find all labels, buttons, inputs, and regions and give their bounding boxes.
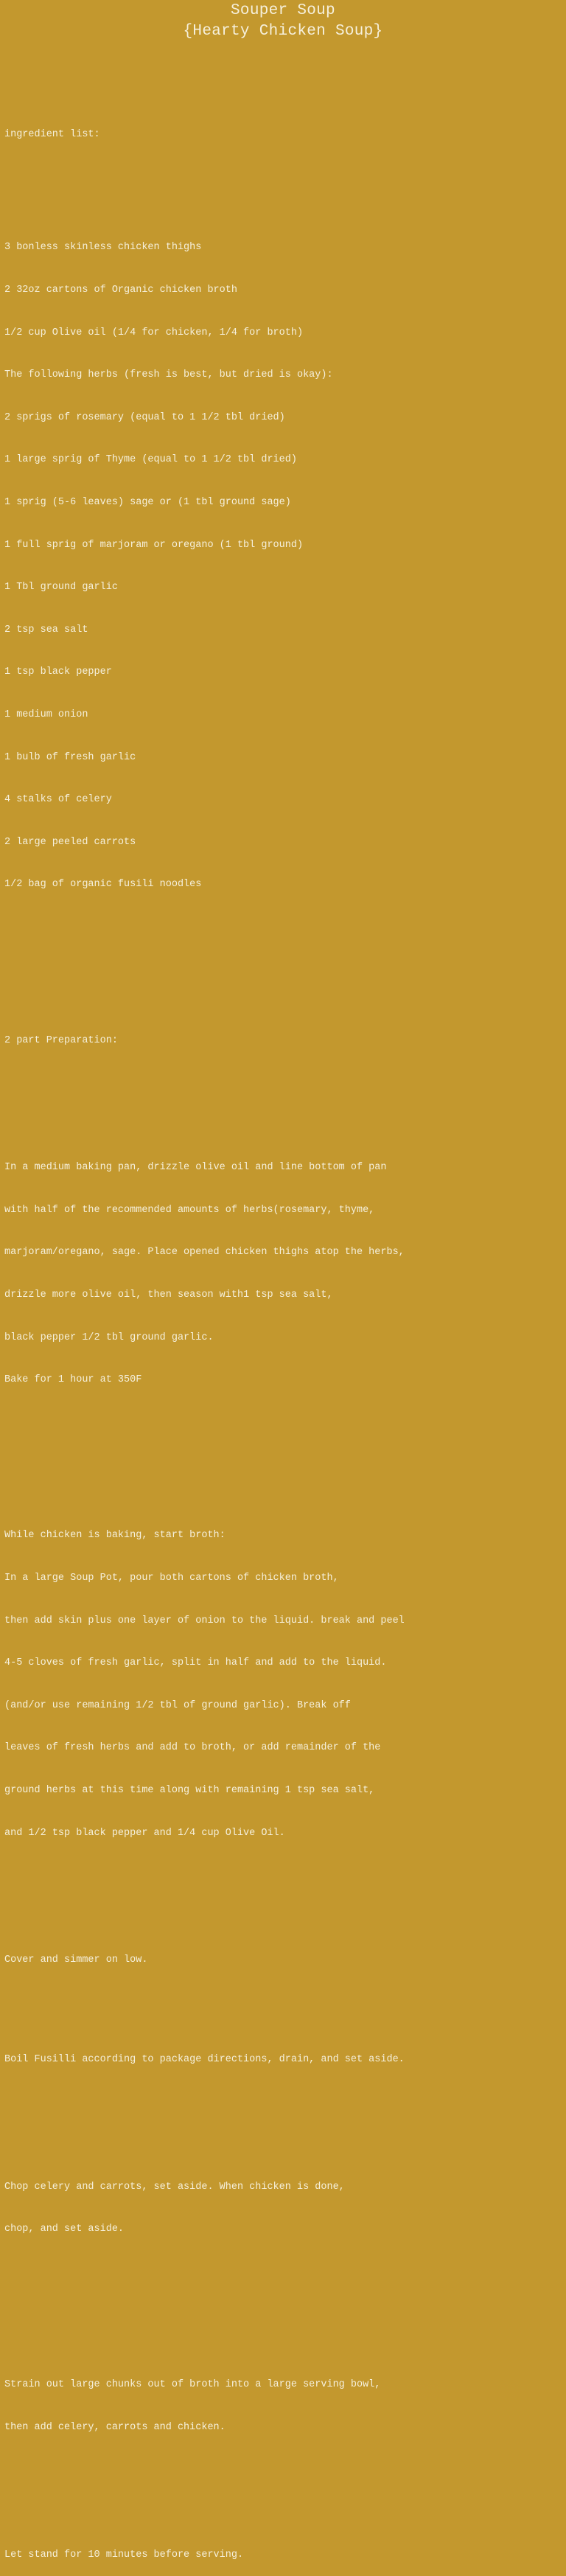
ingredient-item: 1 full sprig of marjoram or oregano (1 tbl ground) (4, 539, 304, 551)
ingredient-item: 2 sprigs of rosemary (equal to 1 1/2 tbl dried) (4, 411, 285, 423)
recipe-title: Souper Soup (231, 2, 335, 19)
prep-step-simmer: Cover and simmer on low. (4, 1954, 148, 1966)
prep-line: with half of the recommended amounts of herbs(rosemary, thyme, (4, 1204, 375, 1216)
prep-step-boil-fusilli: Boil Fusilli according to package directions, drain, and set aside. (4, 2053, 405, 2065)
prep-paragraph-chop (4, 2151, 562, 2265)
ingredient-item: 1/2 cup Olive oil (1/4 for chicken, 1/4 for broth) (4, 327, 304, 338)
prep-line: While chicken is baking, start broth: (4, 1530, 226, 1542)
ingredient-item: 4 stalks of celery (4, 794, 112, 806)
prep-line: (and/or use remaining 1/2 tbl of ground garlic). Break off (4, 1699, 351, 1711)
prep-line: Bake for 1 hour at 350F (4, 1374, 142, 1386)
prep-line: marjoram/oregano, sage. Place opened chicken thighs atop the herbs, (4, 1247, 405, 1259)
prep-line: leaves of fresh herbs and add to broth, or add remainder of the (4, 1742, 381, 1754)
ingredient-item: 2 tsp sea salt (4, 624, 88, 636)
prep-line: then add skin plus one layer of onion to the liquid. break and peel (4, 1615, 405, 1626)
ingredient-item: 1 sprig (5-6 leaves) sage or (1 tbl ground sage) (4, 496, 291, 508)
ingredient-list (4, 212, 562, 920)
ingredient-list-label: ingredient list: (4, 128, 100, 140)
ingredient-item: 1 large sprig of Thyme (equal to 1 1/2 tbl dried) (4, 454, 297, 466)
prep-line: then add celery, carrots and chicken. (4, 2422, 226, 2433)
prep-line: drizzle more olive oil, then season with1 tsp sea salt, (4, 1289, 333, 1301)
prep-line: black pepper 1/2 tbl ground garlic. (4, 1331, 214, 1343)
prep-line: 4-5 cloves of fresh garlic, split in half and add to the liquid. (4, 1657, 387, 1669)
prep-line: chop, and set aside. (4, 2224, 125, 2235)
recipe-body (0, 42, 566, 2576)
prep-line: Chop celery and carrots, set aside. When chicken is done, (4, 2181, 345, 2193)
ingredient-item: 1 Tbl ground garlic (4, 582, 118, 593)
prep-paragraph-bake-chicken (4, 1132, 562, 1416)
ingredient-item: 1 bulb of fresh garlic (4, 751, 136, 763)
prep-line: In a large Soup Pot, pour both cartons of chicken broth, (4, 1573, 339, 1584)
recipe-subtitle: {Hearty Chicken Soup} (183, 23, 383, 40)
prep-paragraph-strain (4, 2350, 562, 2463)
ingredient-item: 3 bonless skinless chicken thighs (4, 242, 202, 254)
prep-step-let-stand: Let stand for 10 minutes before serving. (4, 2549, 244, 2561)
ingredient-item: 1 medium onion (4, 709, 88, 720)
ingredient-item: 2 32oz cartons of Organic chicken broth (4, 285, 237, 296)
prep-line: In a medium baking pan, drizzle olive oil and line bottom of pan (4, 1162, 387, 1174)
ingredient-item: 1 tsp black pepper (4, 666, 112, 678)
prep-line: ground herbs at this time along with remaining 1 tsp sea salt, (4, 1785, 375, 1797)
ingredient-item: 1/2 bag of organic fusili noodles (4, 879, 202, 891)
recipe-header (0, 0, 566, 42)
prep-paragraph-broth (4, 1500, 562, 1868)
ingredient-item: 2 large peeled carrots (4, 836, 136, 848)
prep-line: and 1/2 tsp black pepper and 1/4 cup Olive Oil. (4, 1827, 285, 1839)
prep-line: Strain out large chunks out of broth into a large serving bowl, (4, 2379, 381, 2391)
preparation-label: 2 part Preparation: (4, 1034, 118, 1046)
ingredient-item: The following herbs (fresh is best, but dried is okay): (4, 369, 333, 381)
